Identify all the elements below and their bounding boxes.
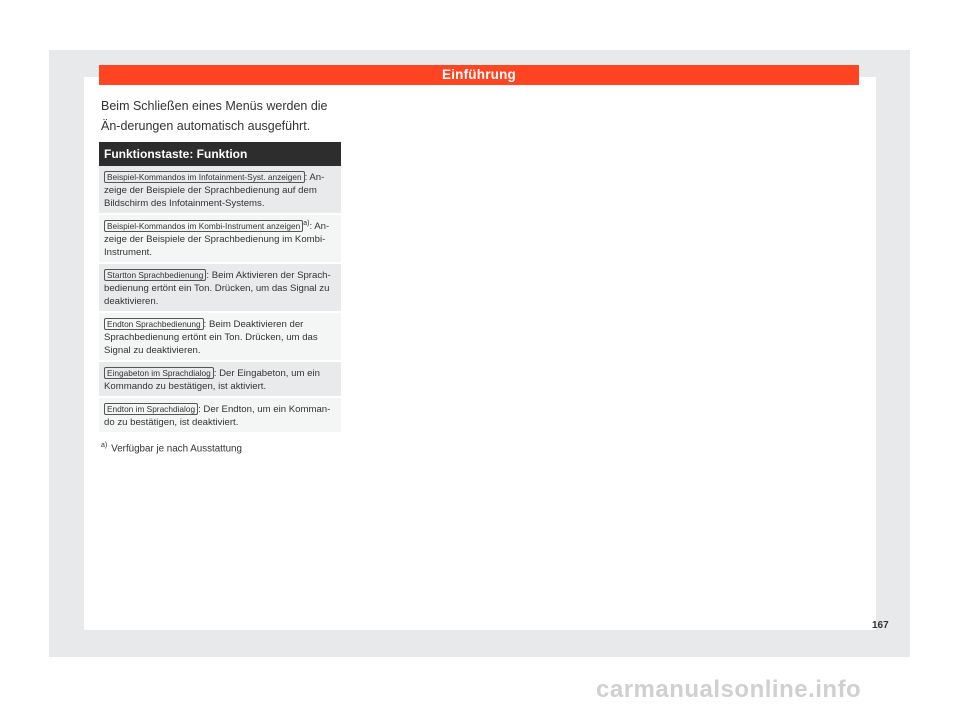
table-row <box>99 362 341 398</box>
function-table <box>99 142 341 434</box>
section-header <box>99 65 859 85</box>
page-number: 167 <box>872 620 889 631</box>
table-row <box>99 313 341 362</box>
section-title: Einführung <box>442 67 516 82</box>
function-key-label[interactable]: Beispiel-Kommandos im Infotainment-Syst. anzeigen <box>104 171 305 183</box>
watermark-text: carmanualsonline.info <box>596 676 862 703</box>
function-table-heading: Funktionstaste: Funktion <box>99 142 341 166</box>
table-row <box>99 264 341 313</box>
intro-paragraph: Beim Schließen eines Menüs werden die Än-derungen automatisch ausgeführt. <box>101 99 328 133</box>
function-description: : Der Eingabeton, um ein Kommando zu bestätigen, ist aktiviert. <box>104 368 320 392</box>
function-key-label[interactable]: Startton Sprachbedienung <box>104 269 206 281</box>
table-row <box>99 166 341 215</box>
function-description: : Beim Deaktivieren der Sprachbedienung ertönt ein Ton. Drücken, um das Signal zu deaktivieren. <box>104 319 318 356</box>
function-key-label[interactable]: Endton im Sprachdialog <box>104 403 198 415</box>
table-row <box>99 215 341 264</box>
table-row <box>99 398 341 434</box>
footnote-text: Verfügbar je nach Ausstattung <box>111 443 242 455</box>
function-description: : Der Endton, um ein Komman-do zu bestätigen, ist deaktiviert. <box>104 404 331 428</box>
function-description: : Beim Aktivieren der Sprach-bedienung ertönt ein Ton. Drücken, um das Signal zu deaktivieren. <box>104 270 331 307</box>
function-description: : An-zeige der Beispiele der Sprachbedienung auf dem Bildschirm des Infotainment-Systems. <box>104 172 325 209</box>
function-description: : An-zeige der Beispiele der Sprachbedienung im Kombi-Instrument. <box>104 221 330 258</box>
footnote-mark: a) <box>101 442 108 449</box>
footnote-reference: a) <box>303 219 310 227</box>
function-key-label[interactable]: Endton Sprachbedienung <box>104 318 204 330</box>
footnote <box>101 440 341 455</box>
function-key-label[interactable]: Eingabeton im Sprachdialog <box>104 367 214 379</box>
function-key-label[interactable]: Beispiel-Kommandos im Kombi-Instrument anzeigen <box>104 220 303 232</box>
